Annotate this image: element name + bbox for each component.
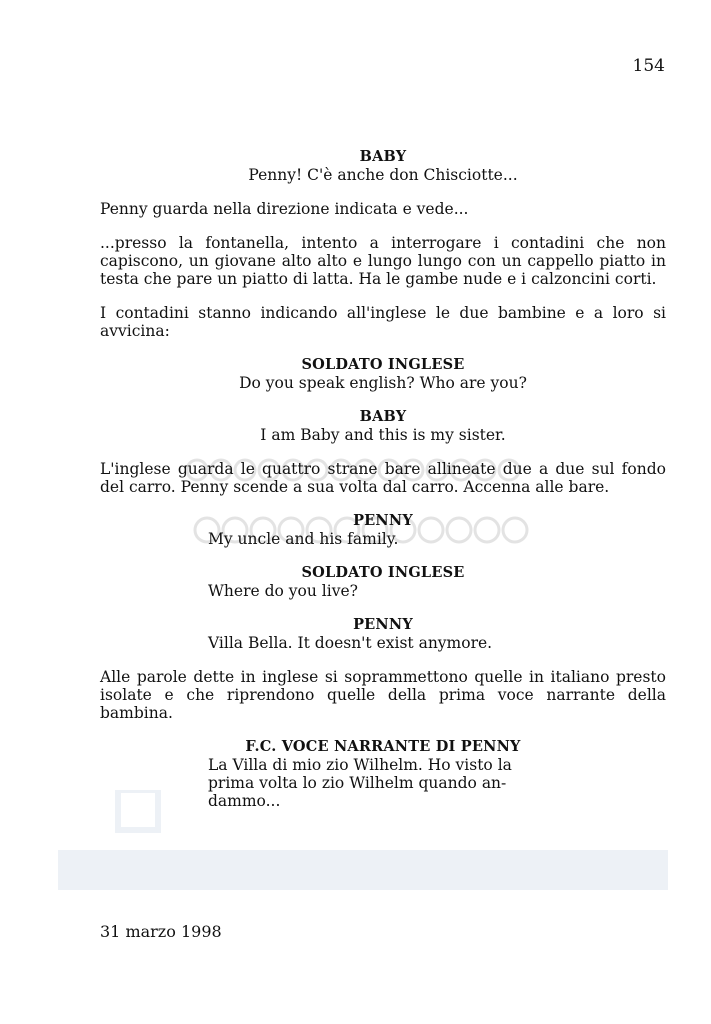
speaker-name: BABY <box>359 408 407 425</box>
dialogue-line: Villa Bella. It doesn't exist anymore. <box>208 634 493 652</box>
footer-date: 31 marzo 1998 <box>100 922 222 941</box>
dialogue-line: I am Baby and this is my sister. <box>260 426 506 444</box>
speaker-name: PENNY <box>353 512 413 529</box>
speaker-name: F.C. VOCE NARRANTE DI PENNY <box>245 738 521 755</box>
action-paragraph: Alle parole dette in inglese si soprammettono quelle in italiano presto isolate e che riprendono quelle della prima voce narrante della bambina. <box>100 668 666 722</box>
action-paragraph: ...presso la fontanella, intento a interrogare i contadini che non capiscono, un giovane alto alto e lungo lungo con un cappello piatto in testa che pare un piatto di latta. Ha le gambe nude e i calzoncini corti. <box>100 234 666 288</box>
dialogue-line: Where do you live? <box>208 582 358 600</box>
dialogue-line: Penny! C'è anche don Chisciotte... <box>248 166 518 184</box>
dialogue-line: My uncle and his family. <box>208 530 399 548</box>
dialogue-line: La Villa di mio zio Wilhelm. Ho visto la <box>208 756 512 774</box>
dialogue-line: Do you speak english? Who are you? <box>239 374 527 392</box>
page-number: 154 <box>632 56 665 76</box>
script-content <box>100 148 666 826</box>
speaker-name: BABY <box>359 148 407 165</box>
speaker-name: SOLDATO INGLESE <box>301 356 465 373</box>
speaker-name: SOLDATO INGLESE <box>301 564 465 581</box>
dialogue-line: dammo... <box>208 792 281 810</box>
speaker-name: PENNY <box>353 616 413 633</box>
action-paragraph: L'inglese guarda le quattro strane bare allineate due a due sul fondo del carro. Penny scende a sua volta dal carro. Accenna alle bare. <box>100 460 666 496</box>
action-paragraph: Penny guarda nella direzione indicata e vede... <box>100 200 469 218</box>
action-paragraph: I contadini stanno indicando all'inglese le due bambine e a loro si avvicina: <box>100 304 666 340</box>
dialogue-line: prima volta lo zio Wilhelm quando an- <box>208 774 507 792</box>
